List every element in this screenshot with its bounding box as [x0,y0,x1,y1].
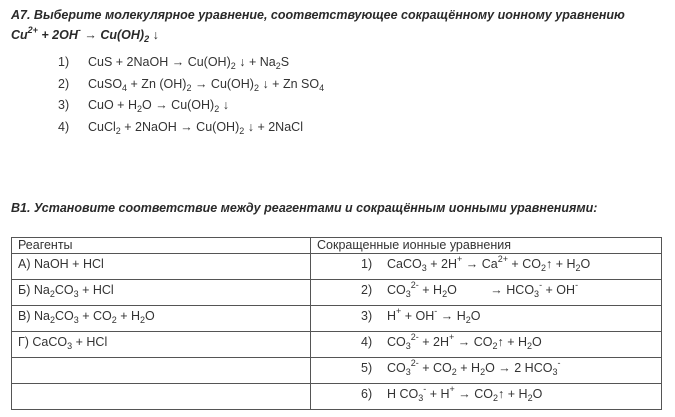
reagent-b[interactable]: Б) $Na_2CO_3$ + HCl [12,280,311,306]
option-number: 3) [58,98,70,112]
equation-3[interactable]: 3) $H^+ + OH^- \to H_2O$ [311,306,662,332]
a7-option-3[interactable]: 3) CuO + $H_2O \to Cu(OH)_2$ ↓ [58,98,229,114]
equation-4[interactable]: 4) $CO_3^{2-} + 2H^+$ → $CO_2↑ + H_2O$ [311,332,662,358]
reagent-a[interactable]: А) NaOH + HCl [12,254,311,280]
equation-2[interactable]: 2) $CO_3^{2-} + H_2O \to HCO_3^- + OH^-$ [311,280,662,306]
ionic-cu: Cu [11,28,28,42]
table-row [12,384,662,410]
table-header-row [12,238,662,254]
table-row [12,306,662,332]
ionic-oh: + 2OH [37,28,78,42]
table-row [12,254,662,280]
equation-5[interactable]: 5) $CO_3^{2-} + CO_2 + H_2O \to 2$ $HCO_3^-$ [311,358,662,384]
reagent-v[interactable]: В) $Na_2CO_3 + CO_2 + H_2O$ [12,306,311,332]
ionic-product: → Cu(OH) [80,28,145,42]
option-number: 4) [58,120,70,134]
reagent-empty-5 [12,358,311,384]
ionic-cu-charge: 2+ [27,25,38,35]
reagent-g[interactable]: Г) CaCO$_3$ + HCl [12,332,311,358]
option-number: 1) [58,55,70,69]
reagents-header: Реагенты [12,238,311,254]
equation-6[interactable]: 6) H $CO_3^- + H^+$ → $CO_2↑ + H_2O$ [311,384,662,410]
b1-question-title: В1. Установите соответствие между реагентами и сокращённым ионными уравнениями: [11,201,598,215]
table-row [12,332,662,358]
ionic-precipitate: ↓ [149,28,159,42]
a7-option-1[interactable]: 1) CuS + 2NaOH → $Cu(OH)_2$ ↓ + $Na_2S$ [58,55,290,71]
equation-1[interactable]: 1) CaCO$_3$ + $2H^+ \to Ca^{2+}$ + $CO_2↑ + H_2O$ [311,254,662,280]
ionic-oh-charge: - [77,25,81,35]
option-number: 2) [58,77,70,91]
b1-matching-table [11,237,662,410]
table-row [12,280,662,306]
a7-option-4[interactable]: 4) CuCl$_2$ + 2NaOH → $Cu(OH)_2$ ↓ + 2NaCl [58,120,303,136]
table-row [12,358,662,384]
equations-header: Сокращенные ионные уравнения [311,238,662,254]
a7-question-title: А7. Выберите молекулярное уравнение, соответствующее сокращённому ионному уравнению [11,8,625,22]
a7-ionic-equation [11,27,159,43]
ionic-product-sub: 2 [144,34,150,44]
reagent-empty-6 [12,384,311,410]
a7-option-2[interactable]: 2) CuSO$_4$ + Zn $(OH)_2 \to Cu(OH)_2$ ↓ + Zn $SO_4$ [58,77,325,93]
